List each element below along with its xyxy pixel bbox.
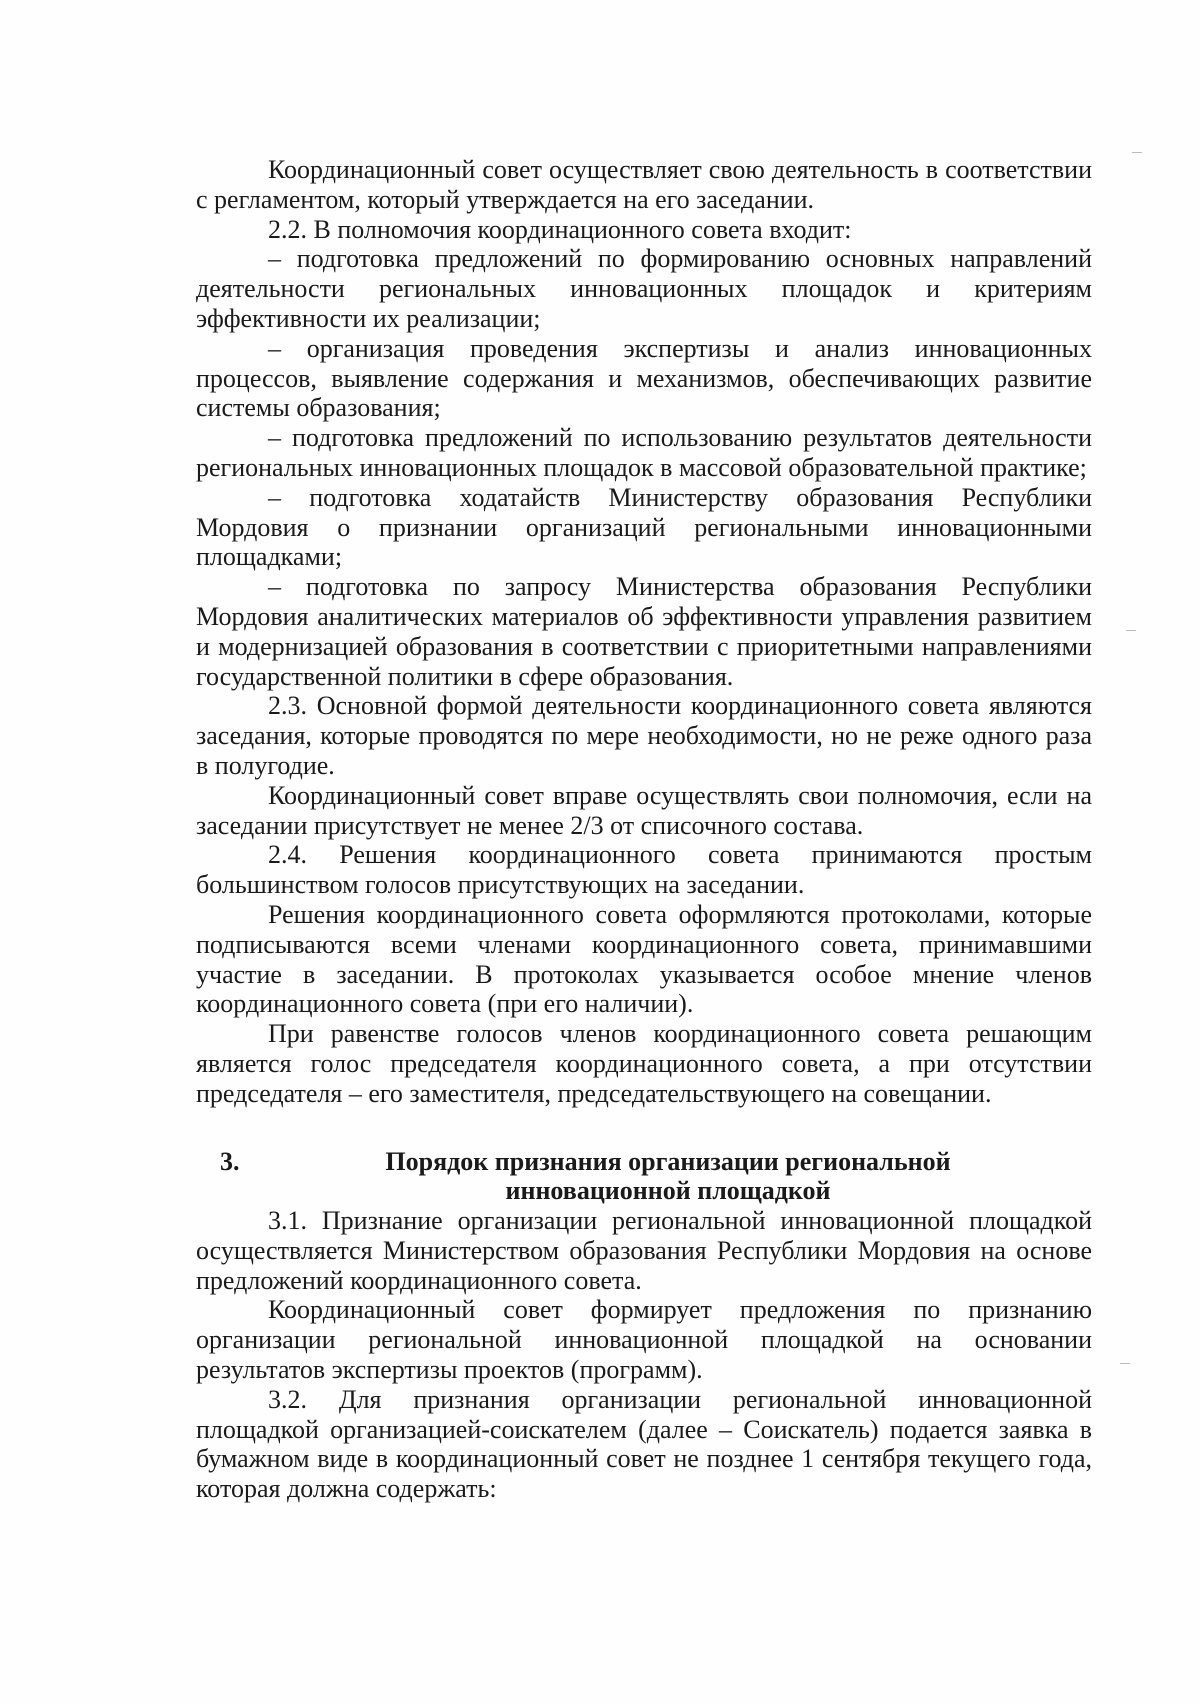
paragraph: 3.1. Признание организации региональной инновационной площадкой осуществляется Министерством образования Республики Мордовия на основе предложений координационного совета. [196,1206,1092,1295]
list-item: – подготовка по запросу Министерства образования Республики Мордовия аналитических материалов об эффективности управления развитием и модернизацией образования в соответствии с приоритетными направлениями государственной политики в сфере образования. [196,572,1092,691]
section-number: 3. [220,1146,240,1176]
paragraph: 2.2. В полномочия координационного совета входит: [268,214,852,244]
scan-artifact [1120,1363,1130,1364]
list-item: – подготовка ходатайств Министерству образования Республики Мордовия о признании организаций региональными инновационными площадками; [196,482,1092,572]
paragraph: При равенстве голосов членов координационного совета решающим является голос председателя координационного совета, а при отсутствии председателя – его заместителя, председательствующего на совещании. [196,1019,1092,1108]
list-item: – организация проведения экспертизы и анализ инновационных процессов, выявление содержания и механизмов, обеспечивающих развитие системы образования; [196,333,1092,423]
scan-artifact [1132,152,1142,153]
paragraph: 2.4. Решения координационного совета принимаются простым большинством голосов присутствующих на заседании. [196,840,1092,900]
list-item: – подготовка предложений по формированию основных направлений деятельности региональных инновационных площадок и критериям эффективности их реализации; [196,244,1092,333]
section-heading [196,1147,1092,1207]
paragraph: Координационный совет вправе осуществлять свои полномочия, если на заседании присутствует не менее 2/3 от списочного состава. [196,780,1092,840]
paragraph: 3.2. Для признания организации региональной инновационной площадкой организацией-соискателем (далее – Соискатель) подается заявка в бумажном виде в координационный совет не позднее 1 сентября текущего года, которая должна содержать: [196,1384,1092,1504]
scan-artifact [1126,630,1136,631]
list-item: – подготовка предложений по использованию результатов деятельности региональных инновационных площадок в массовой образовательной практике; [196,423,1092,482]
document-body [196,155,1092,1504]
paragraph: Решения координационного совета оформляются протоколами, которые подписываются всеми членами координационного совета, принимавшими участие в заседании. В протоколах указывается особое мнение членов координационного совета (при его наличии). [196,899,1092,1019]
paragraph: 2.3. Основной формой деятельности координационного совета являются заседания, которые проводятся по мере необходимости, но не реже одного раза в полугодие. [196,691,1092,780]
section-title: Порядок признания организации региональной инновационной площадкой [385,1146,951,1206]
paragraph: Координационный совет формирует предложения по признанию организации региональной инновационной площадкой на основании результатов экспертизы проектов (программ). [196,1295,1092,1385]
paragraph: Координационный совет осуществляет свою деятельность в соответствии с регламентом, который утверждается на его заседании. [196,155,1092,214]
